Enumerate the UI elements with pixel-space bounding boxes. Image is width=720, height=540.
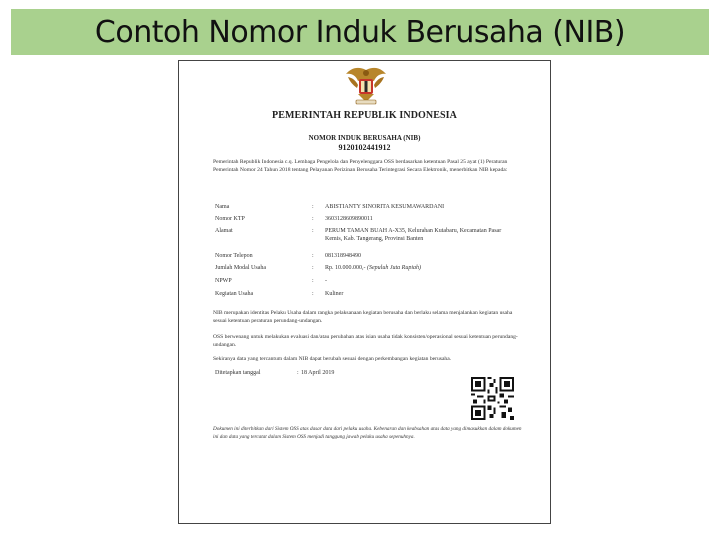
- field-value: Kuliner: [325, 291, 344, 297]
- intro-paragraph: Pemerintah Republik Indonesia c.q. Lembaga Pengelola dan Penyelenggara OSS berdasarkan ketentuan Pasal 25 ayat (1) Peraturan Pemerintah Nomor 24 Tahun 2018 tentang Pelayanan Perizinan Berusaha Terintegrasi Secara Elektronik, menerbitkan NIB kepada:: [213, 159, 508, 174]
- nib-document: [178, 60, 551, 524]
- field-label: Nama: [215, 204, 230, 210]
- field-value: PERUM TAMAN BUAH A-X35, Kelurahan Kutabaru, Kecamatan Pasar Kemis, Kab. Tangerang, Provinsi Banten: [325, 228, 502, 243]
- field-colon: :: [312, 216, 314, 222]
- paragraph-evaluation: OSS berwenang untuk melakukan evaluasi dan/atau perubahan atas isian usaha tidak konsisten/operasional sesuai ketentuan perundang-undangan.: [213, 334, 518, 349]
- issued-label: Ditetapkan tanggal: [215, 370, 261, 376]
- paragraph-changes: Sekiranya data yang tercantum dalam NIB dapat berubah sesuai dengan perkembangan kegiatan berusaha.: [213, 356, 452, 362]
- field-value: ABISTIANTY SINORITA KESUMAWARDANI: [325, 204, 445, 210]
- field-value: [325, 264, 515, 272]
- field-value: 081318948490: [325, 253, 361, 259]
- field-colon: :: [312, 204, 314, 210]
- field-value-amount: Rp. 10.000.000,-: [325, 265, 367, 271]
- field-value-words: (Sepuluh Juta Rupiah): [367, 265, 421, 271]
- slide-title: Contoh Nomor Induk Berusaha (NIB): [94, 14, 626, 50]
- field-value: 3603128609890011: [325, 216, 373, 222]
- slide-title-bar: [11, 9, 709, 55]
- field-colon: :: [312, 291, 314, 297]
- nib-number: 9120102441912: [338, 143, 391, 152]
- nib-heading: NOMOR INDUK BERUSAHA (NIB): [308, 134, 421, 142]
- field-colon: :: [312, 265, 314, 271]
- field-value: -: [325, 278, 327, 284]
- field-label: Alamat: [215, 228, 233, 234]
- paragraph-identity: NIB merupakan identitas Pelaku Usaha dalam rangka pelaksanaan kegiatan berusaha dan berlaku selama menjalankan kegiatan usaha sesuai ketentuan peraturan perundang-undangan.: [213, 310, 513, 325]
- field-colon: :: [312, 228, 314, 234]
- issued-colon: :: [297, 370, 299, 376]
- field-colon: :: [312, 253, 314, 259]
- qr-code-icon: [471, 377, 514, 420]
- field-label: Nomor KTP: [215, 216, 245, 222]
- issued-date: 18 April 2019: [301, 370, 335, 376]
- field-colon: :: [312, 278, 314, 284]
- field-label: NPWP: [215, 278, 232, 284]
- garuda-emblem-icon: [344, 64, 388, 106]
- field-label: Nomor Telepon: [215, 253, 253, 259]
- field-label: Jumlah Modal Usaha: [215, 265, 266, 271]
- field-label: Kegiatan Usaha: [215, 291, 254, 297]
- footer-note: Dokumen ini diterbitkan dari Sistem OSS atas dasar data dari pelaku usaha. Kebenaran dan keabsahan atas data yang dimasukkan dalam dokumen ini dan data yang tercatat dalam Sistem OSS menjadi tanggung jawab pelaku usaha sepenuhnya.: [213, 426, 522, 440]
- government-title: PEMERINTAH REPUBLIK INDONESIA: [272, 110, 457, 121]
